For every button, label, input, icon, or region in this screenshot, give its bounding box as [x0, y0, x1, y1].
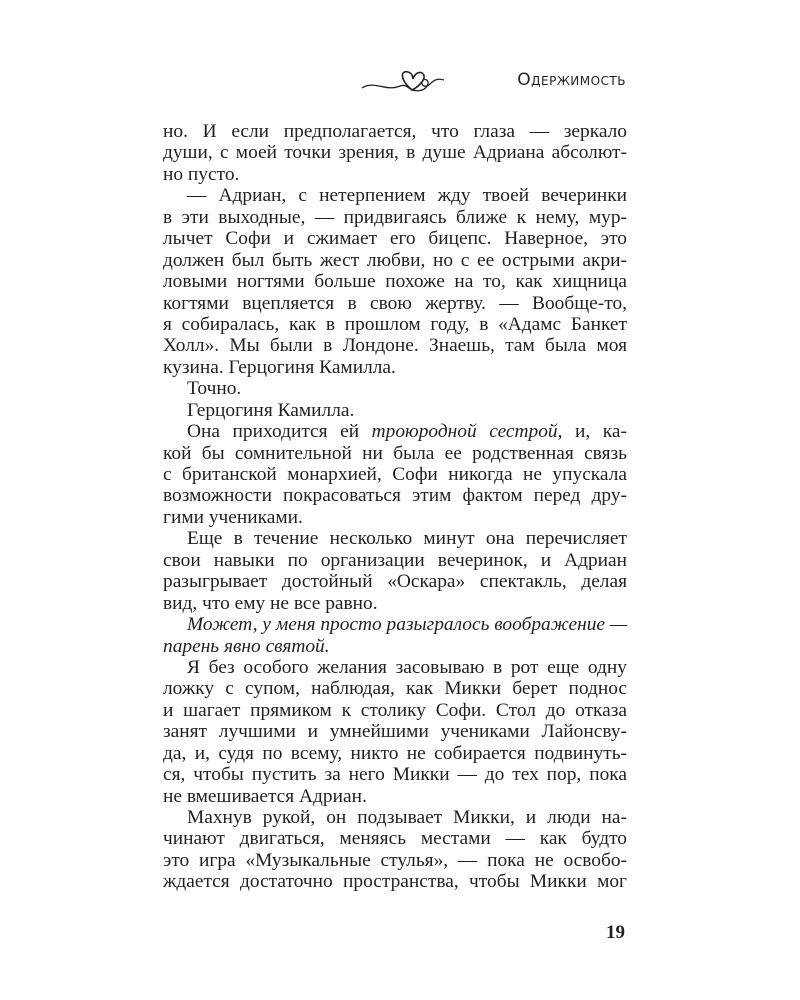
paragraph — [163, 657, 627, 807]
text-line: разыгрывает достойный «Оскара» спектакль, делая — [163, 571, 627, 593]
text-line — [163, 421, 627, 442]
text-line: но пусто. — [163, 163, 240, 185]
text-line: Точно. — [187, 378, 242, 400]
paragraph — [163, 421, 627, 528]
text-line: души, с моей точки зрения, в душе Адриана абсолют- — [163, 142, 627, 164]
italic-text: троюродной сестрой — [371, 421, 558, 443]
text-line — [163, 614, 627, 635]
body-text — [163, 121, 627, 893]
text-line: и шагает прямиком к столику Софи. Стол до отказа — [163, 699, 627, 721]
italic-text: парень явно святой. — [163, 635, 330, 657]
text-line — [163, 636, 627, 657]
text-line: — Адриан, с нетерпением жду твоей вечеринки — [187, 185, 627, 207]
text-line: должен был быть жест любви, но с ее острыми акри- — [163, 249, 627, 271]
text-line: с британской монархией, Софи никогда не упускала — [163, 464, 627, 485]
text-segment: Она приходится ей — [187, 421, 372, 443]
text-line: ложку с супом, наблюдая, как Микки берет поднос — [163, 678, 627, 700]
text-line: Еще в течение несколько минут она перечисляет — [187, 528, 627, 550]
text-line: Я без особого желания засовываю в рот еще одну — [187, 656, 627, 678]
text-line: я собиралась, как в прошлом году, в «Адамс Банкет — [163, 313, 627, 335]
text-line: но. И если предполагается, что глаза — зеркало — [163, 121, 627, 142]
text-line: лычет Софи и сжимает его бицепс. Наверное, это — [163, 228, 627, 250]
text-line: Махнув рукой, он подзывает Микки, и люди на- — [187, 807, 627, 828]
text-line: вид, что ему не все равно. — [163, 592, 378, 614]
text-line: ся, чтобы пустить за него Микки — до тех пор, пока — [163, 764, 627, 786]
text-line: возможности покрасоваться этим фактом перед дру- — [163, 485, 627, 507]
text-line: гими учениками. — [163, 506, 303, 528]
text-line: Холл». Мы были в Лондоне. Знаешь, там была моя — [163, 335, 627, 357]
paragraph — [163, 121, 627, 185]
text-line: ждается достаточно пространства, чтобы Микки мог — [163, 871, 627, 893]
text-line: да, и, судя по всему, никто не собирается подвинуть- — [163, 742, 627, 764]
text-line: в эти выходные, — придвигаясь ближе к нему, мур- — [163, 206, 627, 228]
text-line: чинают двигаться, меняясь местами — как будто — [163, 828, 627, 850]
heart-flourish-icon — [360, 62, 470, 98]
text-line: не вмешивается Адриан. — [163, 785, 367, 807]
text-line: занят лучшими и умнейшими учениками Лайонсву- — [163, 721, 627, 743]
italic-text: Может, у меня просто разыгралось воображение — — [187, 614, 628, 636]
text-line: когтями вцепляется в свою жертву. — Вообще-то, — [163, 292, 627, 314]
page-number: 19 — [606, 922, 625, 943]
paragraph — [163, 378, 627, 399]
running-header — [360, 62, 626, 98]
text-line: это игра «Музыкальные стулья», — пока не освобо- — [163, 849, 627, 871]
text-line: Герцогиня Камилла. — [187, 399, 355, 421]
text-line: кой бы сомнительной ни была ее родственная связь — [163, 442, 627, 464]
paragraph — [163, 185, 627, 378]
paragraph — [163, 528, 627, 614]
text-line: свои навыки по организации вечеринок, и Адриан — [163, 549, 627, 571]
text-segment: , и, ка- — [557, 421, 627, 443]
running-title: Одержимость — [517, 70, 626, 90]
text-line: кузина. Герцогиня Камилла. — [163, 356, 396, 378]
paragraph — [163, 807, 627, 893]
text-line: ловыми ногтями больше похоже на то, как хищница — [163, 271, 627, 293]
paragraph — [163, 614, 627, 657]
paragraph — [163, 400, 627, 421]
